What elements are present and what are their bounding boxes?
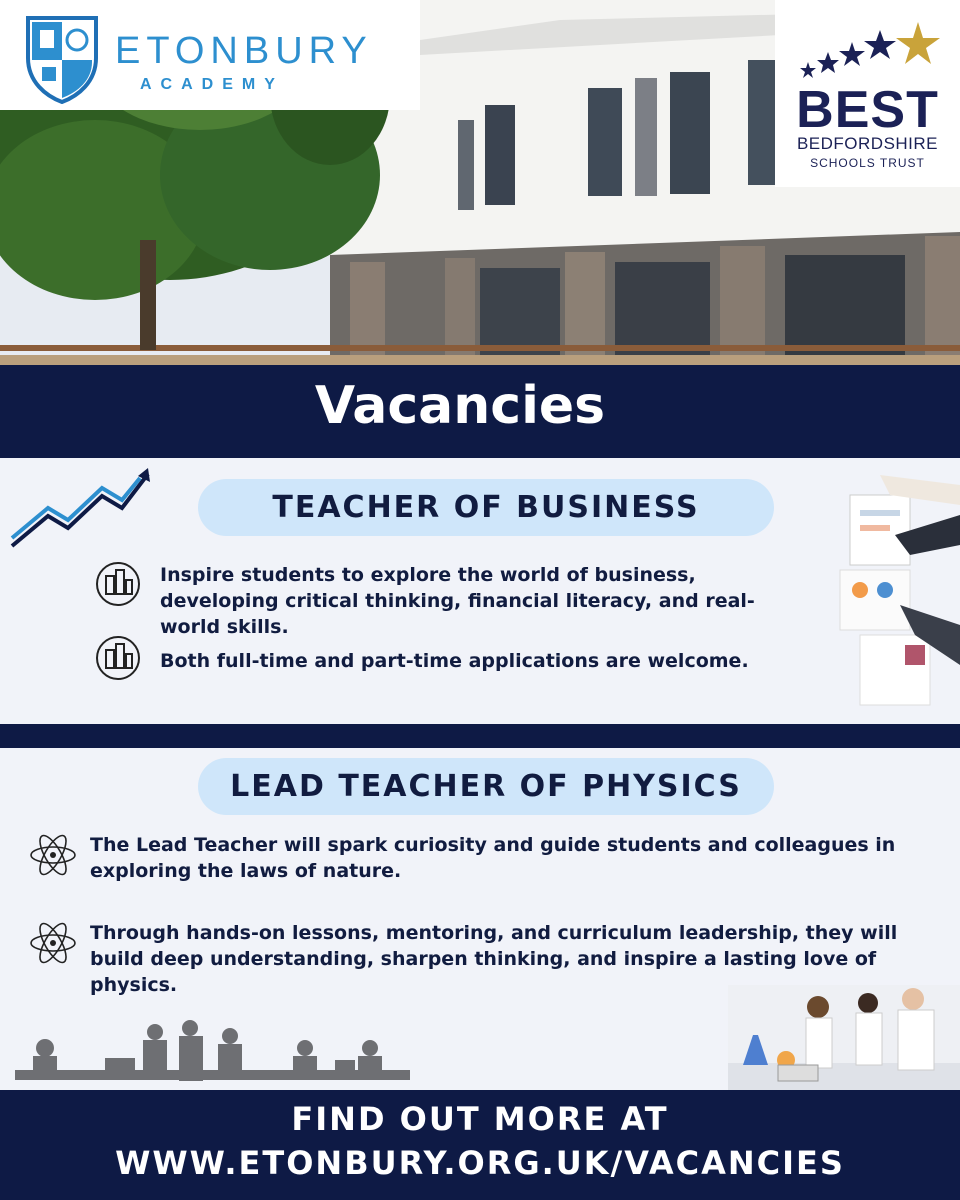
atom-icon — [28, 918, 78, 968]
school-name: ETONBURY — [115, 30, 373, 72]
footer-vacancies-url[interactable]: WWW.ETONBURY.ORG.UK/VACANCIES — [115, 1144, 845, 1182]
job-title-physics: LEAD TEACHER OF PHYSICS — [198, 758, 774, 815]
physics-point-2: Through hands-on lessons, mentoring, and curriculum leadership, they will build deep understanding, sharpen thinking, and inspire a lasting love of physics. — [90, 922, 898, 996]
trust-acronym: BEST — [796, 81, 939, 139]
etonbury-logo — [0, 0, 420, 110]
business-globe-icon — [94, 634, 142, 682]
business-meeting-illustration — [820, 475, 960, 720]
footer-find-out-more: FIND OUT MORE AT — [291, 1100, 669, 1138]
page-title: Vacancies — [314, 376, 606, 436]
trust-name-line1: BEDFORDSHIRE — [796, 134, 939, 153]
business-globe-icon — [94, 560, 142, 608]
trend-arrow-icon — [10, 468, 152, 550]
shield-crest-icon — [22, 12, 102, 104]
trust-name-line2: SCHOOLS TRUST — [810, 156, 925, 170]
job-title-business: TEACHER OF BUSINESS — [198, 479, 774, 536]
team-silhouette-illustration — [15, 1018, 410, 1093]
physics-point-1: The Lead Teacher will spark curiosity and guide students and colleagues in exploring the laws of nature. — [90, 834, 896, 882]
atom-icon — [28, 830, 78, 880]
business-point-2: Both full-time and part-time applications are welcome. — [160, 650, 749, 672]
best-trust-logo — [775, 0, 960, 187]
business-point-1: Inspire students to explore the world of business, developing critical thinking, financial literacy, and real-world skills. — [160, 564, 755, 638]
stars-icon — [800, 18, 950, 83]
science-lab-illustration — [728, 985, 960, 1090]
school-subtitle: ACADEMY — [140, 76, 284, 93]
